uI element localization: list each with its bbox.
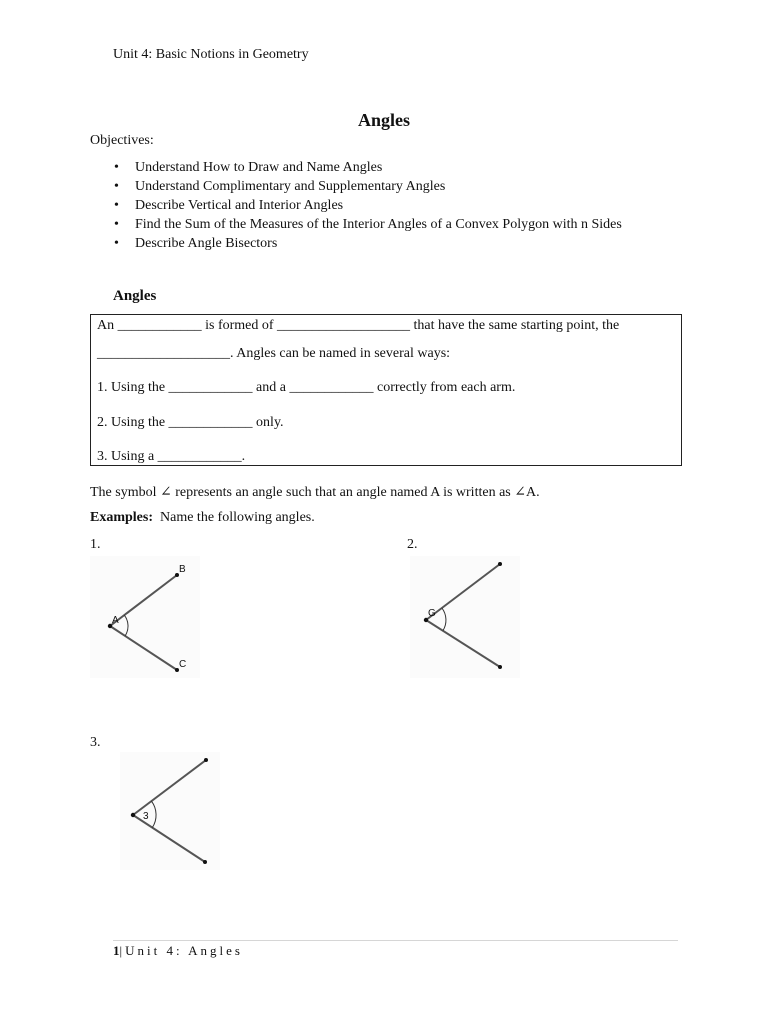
page-number: 1 [113,943,120,958]
examples-instruction [90,510,315,526]
objectives-label: Objectives: [90,133,154,148]
naming-rule-1: 1. Using the ____________ and a ____________ correctly from each arm. [97,380,516,395]
objectives-list [110,158,622,253]
objective-item: • Find the Sum of the Measures of the Interior Angles of a Convex Polygon with n Sides [110,215,622,234]
example-number: 2. [407,537,418,552]
angle-symbol-text: The symbol ∠ represents an angle such that an angle named A is written as ∠A. [90,485,540,500]
unit-header: Unit 4: Basic Notions in Geometry [113,47,309,62]
examples-text: Name the following angles. [160,510,315,525]
definition-box [90,314,682,466]
vertex-label: 3 [143,811,149,822]
naming-rule-3: 3. Using a ____________. [97,449,246,464]
objective-item: • Understand Complimentary and Supplementary Angles [110,177,622,196]
naming-rule-2: 2. Using the ____________ only. [97,415,284,430]
vertex-label: A [112,615,119,626]
examples-label: Examples: [90,510,153,525]
page-title: Angles [357,110,410,130]
footer-separator: | [119,943,126,958]
example-number: 3. [90,735,101,750]
angle-figure-3 [120,752,220,870]
objective-item: • Describe Angle Bisectors [110,234,622,253]
section-heading: Angles [113,288,157,304]
vertex-label: G [428,608,436,619]
point-label: C [179,659,187,670]
example-number: 1. [90,537,101,552]
point-label: B [179,564,186,575]
definition-line: An ____________ is formed of ___________________ that have the same starting point, the [97,318,620,333]
footer-rule [113,940,678,941]
angle-figure-2 [410,556,520,678]
objective-item: • Understand How to Draw and Name Angles [110,158,622,177]
objective-item: • Describe Vertical and Interior Angles [110,196,622,215]
footer-title: Unit 4: Angles [125,943,243,958]
page-footer [113,943,243,959]
angle-figure-1 [90,556,200,678]
definition-line: ___________________. Angles can be named in several ways: [97,346,451,361]
